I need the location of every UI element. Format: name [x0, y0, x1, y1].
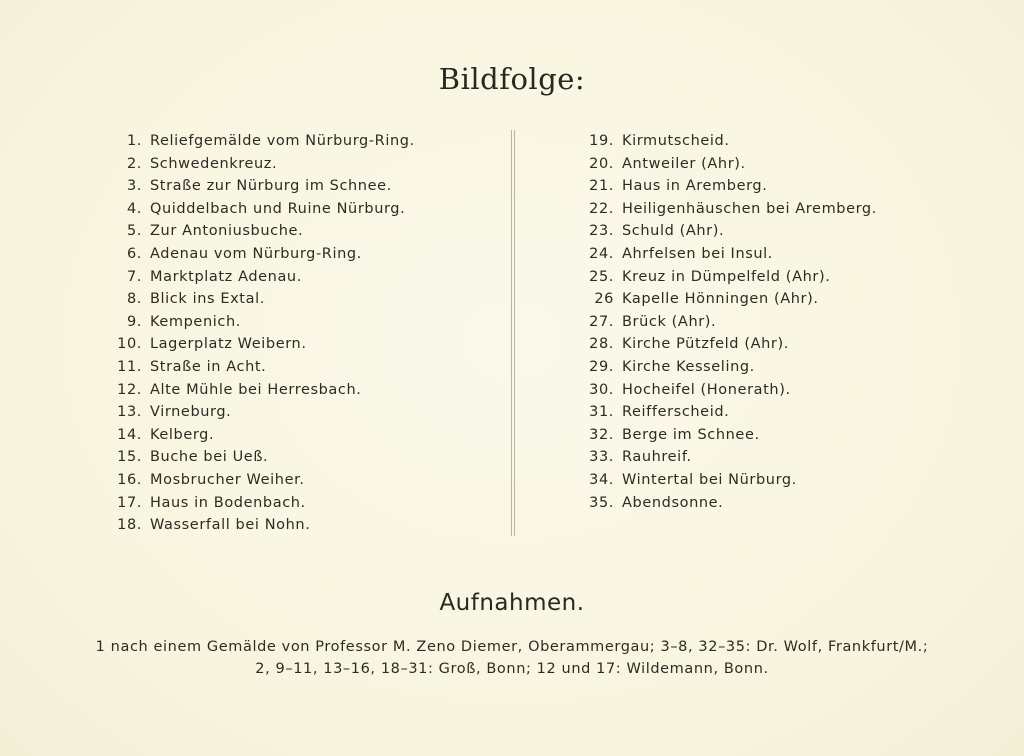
- item-number: 18.: [117, 517, 142, 534]
- list-item: [112, 469, 415, 492]
- item-number: 8.: [126, 291, 142, 308]
- item-text: Rauhreif.: [622, 449, 692, 466]
- item-number: 34.: [589, 471, 614, 488]
- credits-line: 2, 9–11, 13–16, 18–31: Groß, Bonn; 12 und 17: Wildemann, Bonn.: [255, 661, 769, 677]
- item-number: 17.: [117, 494, 142, 511]
- item-text: Kelberg.: [150, 426, 215, 443]
- item-number: 29.: [589, 358, 614, 375]
- item-number: 27.: [589, 313, 614, 330]
- list-item: [582, 130, 877, 153]
- list-item: [112, 198, 415, 221]
- item-text: Kirche Pützfeld (Ahr).: [622, 336, 789, 353]
- column-divider: [511, 130, 515, 536]
- item-number: 5.: [126, 223, 142, 240]
- item-number: 33.: [589, 449, 614, 466]
- item-text: Wasserfall bei Nohn.: [150, 517, 311, 534]
- list-item: [112, 153, 415, 176]
- list-item: [582, 266, 877, 289]
- item-text: Kapelle Hönningen (Ahr).: [622, 291, 819, 308]
- list-item: [112, 356, 415, 379]
- item-number: 35.: [589, 494, 614, 511]
- item-number: 28.: [589, 336, 614, 353]
- item-number: 22.: [589, 200, 614, 217]
- list-item: [582, 311, 877, 334]
- item-text: Quiddelbach und Ruine Nürburg.: [150, 200, 406, 217]
- item-text: Lagerplatz Weibern.: [150, 336, 307, 353]
- item-text: Brück (Ahr).: [622, 313, 717, 330]
- picture-list-left: [112, 130, 415, 537]
- item-number: 11.: [117, 358, 142, 375]
- item-number: 13.: [117, 404, 142, 421]
- list-item: [112, 492, 415, 515]
- item-text: Straße zur Nürburg im Schnee.: [150, 178, 392, 195]
- item-number: 14.: [117, 426, 142, 443]
- item-text: Abendsonne.: [622, 494, 724, 511]
- credits-heading: Aufnahmen.: [439, 590, 585, 616]
- item-text: Kreuz in Dümpelfeld (Ahr).: [622, 268, 831, 285]
- list-item: [112, 401, 415, 424]
- list-item: [112, 379, 415, 402]
- item-text: Haus in Bodenbach.: [150, 494, 306, 511]
- list-item: [582, 424, 877, 447]
- item-number: 2.: [126, 155, 142, 172]
- item-text: Ahrfelsen bei Insul.: [622, 245, 774, 262]
- page-title: Bildfolge:: [438, 62, 586, 96]
- item-text: Hocheifel (Honerath).: [622, 381, 791, 398]
- list-item: [582, 356, 877, 379]
- list-item: [582, 220, 877, 243]
- item-text: Kirche Kesseling.: [622, 358, 755, 375]
- list-item: [112, 243, 415, 266]
- item-number: 23.: [589, 223, 614, 240]
- item-number: 7.: [126, 268, 142, 285]
- item-number: 10.: [117, 336, 142, 353]
- list-item: [112, 266, 415, 289]
- item-number: 26: [594, 291, 614, 308]
- list-item: [112, 288, 415, 311]
- list-item: [582, 446, 877, 469]
- list-item: [112, 333, 415, 356]
- credits-text: [0, 636, 1024, 680]
- list-item: [582, 288, 877, 311]
- list-item: [582, 492, 877, 515]
- item-number: 3.: [126, 178, 142, 195]
- item-text: Adenau vom Nürburg-Ring.: [150, 245, 362, 262]
- item-number: 9.: [126, 313, 142, 330]
- item-text: Zur Antoniusbuche.: [150, 223, 304, 240]
- item-text: Schuld (Ahr).: [622, 223, 725, 240]
- item-text: Reifferscheid.: [622, 404, 730, 421]
- list-item: [582, 198, 877, 221]
- item-number: 6.: [126, 245, 142, 262]
- item-number: 21.: [589, 178, 614, 195]
- item-number: 12.: [117, 381, 142, 398]
- item-number: 20.: [589, 155, 614, 172]
- item-text: Berge im Schnee.: [622, 426, 760, 443]
- item-number: 25.: [589, 268, 614, 285]
- credits-line: 1 nach einem Gemälde von Professor M. Zeno Diemer, Oberammergau; 3–8, 32–35: Dr. Wolf, Frankfurt/M.;: [95, 639, 929, 655]
- list-item: [582, 469, 877, 492]
- list-item: [112, 311, 415, 334]
- item-text: Straße in Acht.: [150, 358, 267, 375]
- item-text: Kempenich.: [150, 313, 241, 330]
- item-number: 19.: [589, 133, 614, 149]
- item-number: 31.: [589, 404, 614, 421]
- item-text: Blick ins Extal.: [150, 291, 265, 308]
- item-text: Marktplatz Adenau.: [150, 268, 302, 285]
- list-item: [582, 379, 877, 402]
- list-item: [582, 333, 877, 356]
- item-text: Reliefgemälde vom Nürburg-Ring.: [150, 133, 415, 149]
- list-item: [582, 175, 877, 198]
- list-item: [582, 401, 877, 424]
- item-text: Antweiler (Ahr).: [622, 155, 746, 172]
- item-number: 32.: [589, 426, 614, 443]
- item-text: Alte Mühle bei Herresbach.: [150, 381, 362, 398]
- item-number: 24.: [589, 245, 614, 262]
- list-item: [112, 220, 415, 243]
- item-number: 4.: [126, 200, 142, 217]
- item-text: Kirmutscheid.: [622, 133, 730, 149]
- list-item: [112, 514, 415, 537]
- item-number: 16.: [117, 471, 142, 488]
- item-text: Wintertal bei Nürburg.: [622, 471, 797, 488]
- list-item: [582, 243, 877, 266]
- item-text: Mosbrucher Weiher.: [150, 471, 305, 488]
- list-item: [112, 175, 415, 198]
- item-text: Schwedenkreuz.: [150, 155, 278, 172]
- item-number: 15.: [117, 449, 142, 466]
- item-number: 1.: [126, 133, 142, 149]
- list-item: [112, 446, 415, 469]
- list-item: [112, 130, 415, 153]
- item-text: Heiligenhäuschen bei Aremberg.: [622, 200, 877, 217]
- item-number: 30.: [589, 381, 614, 398]
- item-text: Virneburg.: [150, 404, 232, 421]
- item-text: Haus in Aremberg.: [622, 178, 768, 195]
- picture-list-right: [582, 130, 877, 514]
- list-item: [582, 153, 877, 176]
- list-item: [112, 424, 415, 447]
- item-text: Buche bei Ueß.: [150, 449, 269, 466]
